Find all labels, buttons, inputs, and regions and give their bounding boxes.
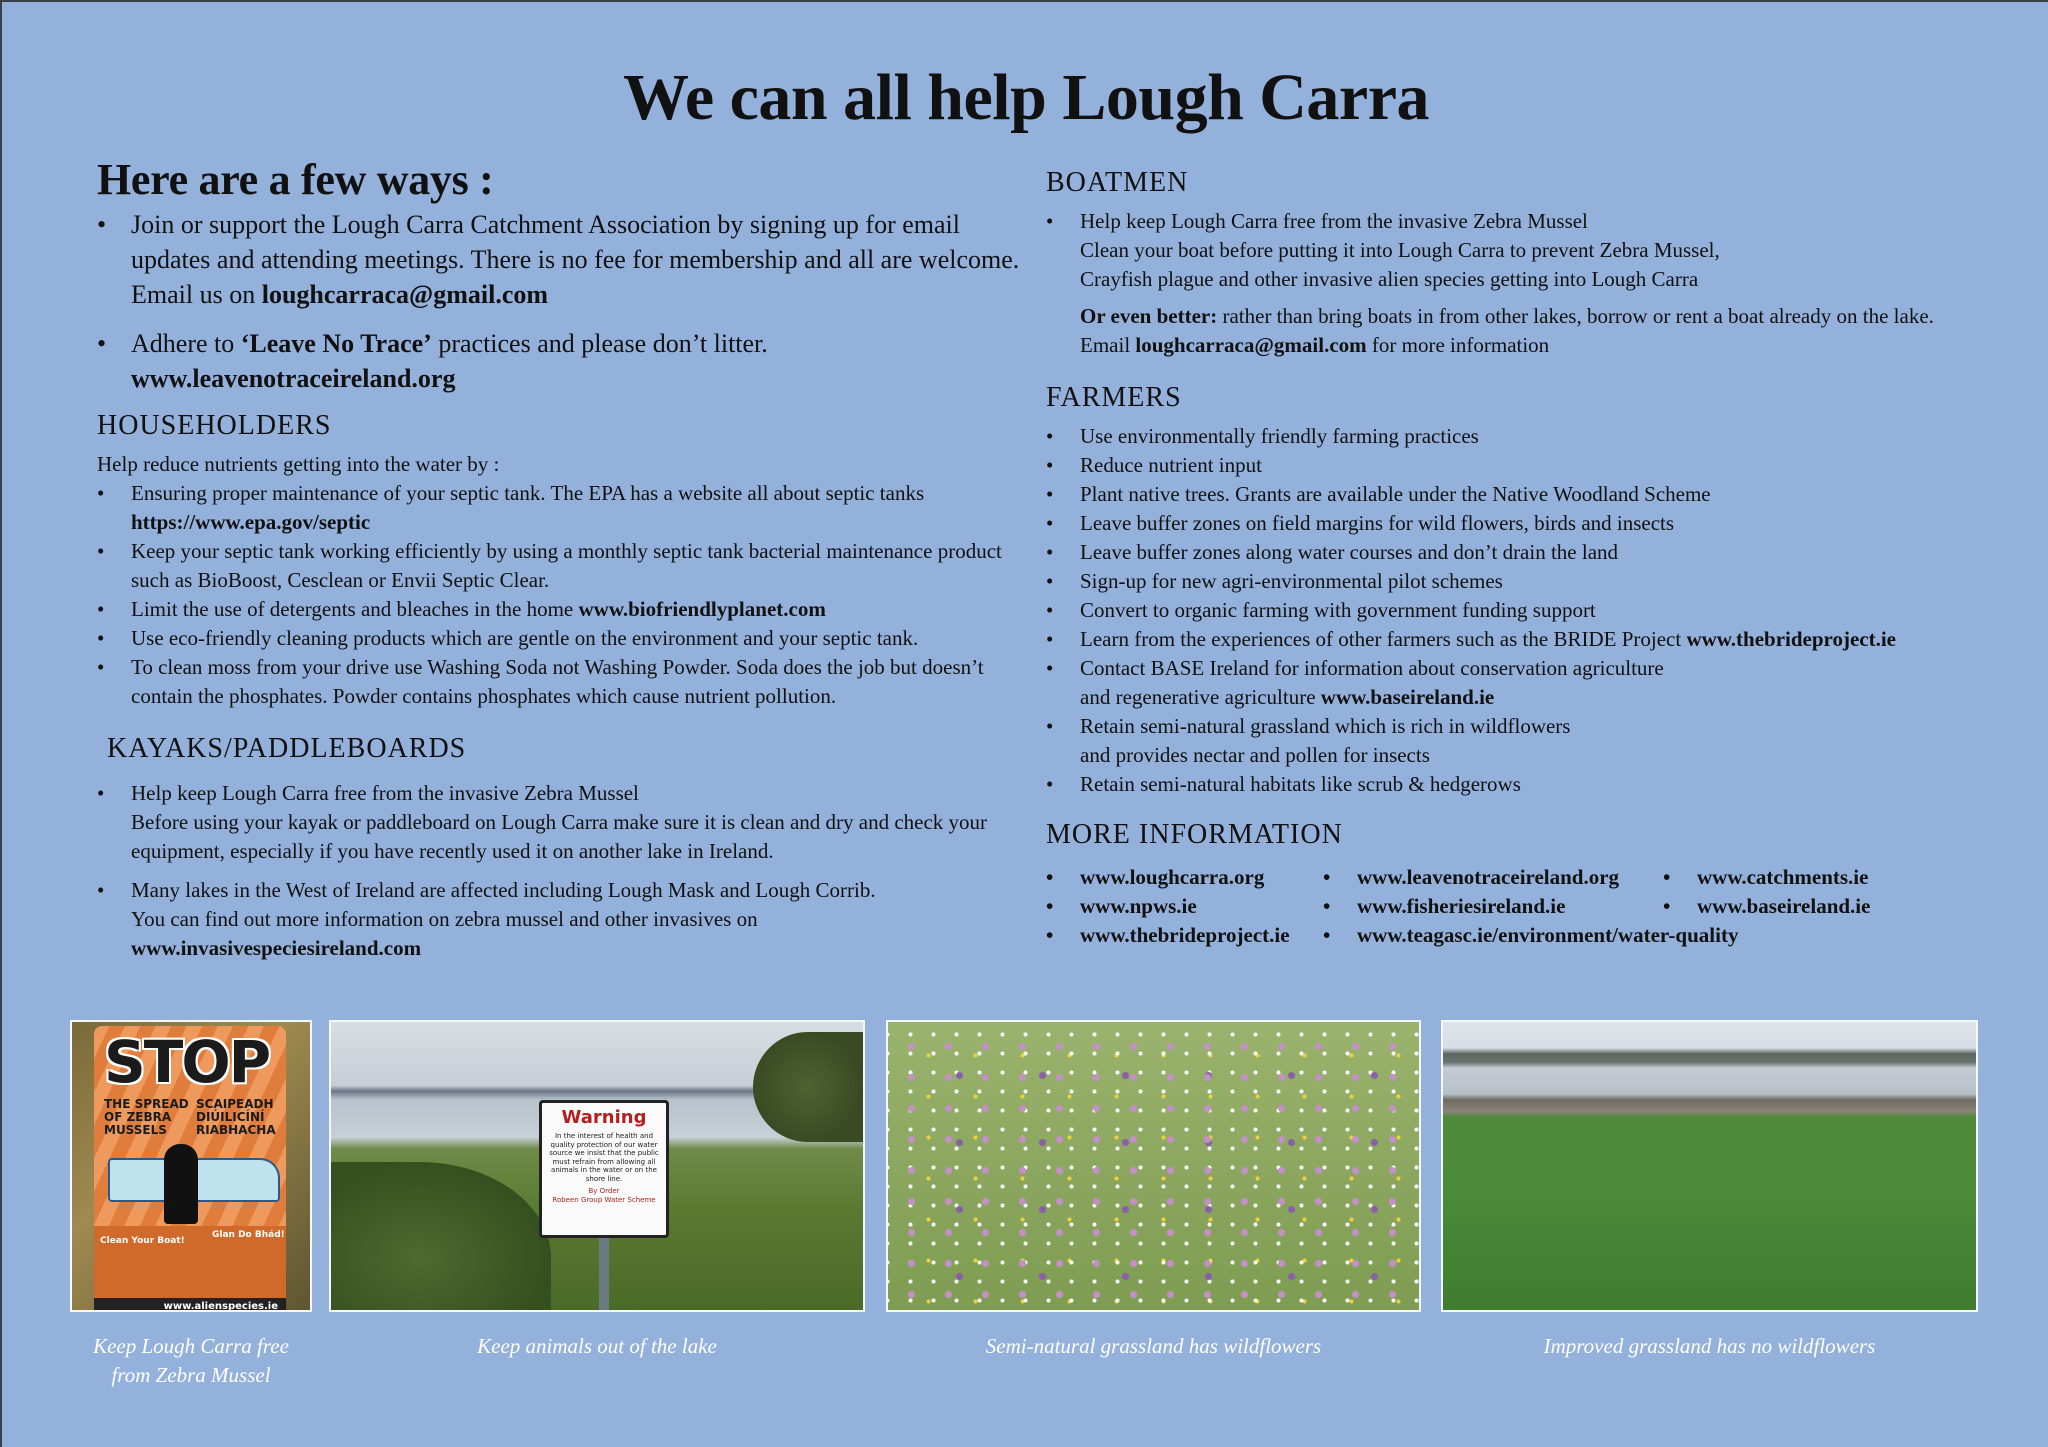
right-column bbox=[1046, 167, 1986, 950]
intro-heading: Here are a few ways : bbox=[97, 155, 494, 204]
warning-sign: Warning In the interest of health and quality protection of our water source we insist that the public must refrain from allowing all animals in the water or on the shore line. By Order Robeen Group Water Scheme bbox=[539, 1100, 669, 1238]
list-item: • Help keep Lough Carra free from the invasive Zebra Mussel Before using your kayak or paddleboard on Lough Carra make sure it is clean and dry and check your equipment, especially if you have recently used it on another lake in Ireland. bbox=[97, 779, 1037, 866]
link-loughcarra[interactable]: • www.loughcarra.org bbox=[1046, 863, 1323, 892]
list-item: • Contact BASE Ireland for information about conservation agriculture and regenerative agriculture www.baseireland.ie bbox=[1046, 654, 1986, 712]
caption-zebra-mussel: Keep Lough Carra free from Zebra Mussel bbox=[93, 1334, 289, 1387]
kayaks-section bbox=[97, 779, 1037, 963]
list-item: • Sign-up for new agri-environmental pilot schemes bbox=[1046, 567, 1986, 596]
photo-keep-animals-out bbox=[329, 1020, 865, 1312]
householders-heading: HOUSEHOLDERS bbox=[97, 410, 332, 441]
list-item: • Retain semi-natural habitats like scrub & hedgerows bbox=[1046, 770, 1986, 799]
list-item: • Limit the use of detergents and bleaches in the home www.biofriendlyplanet.com bbox=[97, 595, 1037, 624]
invasive-species-link[interactable]: www.invasivespeciesireland.com bbox=[131, 936, 422, 960]
intro-item-leave-no-trace: • Adhere to ‘Leave No Trace’ practices and please don’t litter. www.leavenotraceireland.org bbox=[97, 326, 1037, 396]
stop-sign: STOP THE SPREAD OF ZEBRA MUSSELS SCAIPEADH DIÚILICÍNÍ RIABHACHA Clean Your Boat! Glan Do Bhád! www.alienspecies.ie bbox=[94, 1026, 286, 1312]
more-info-links bbox=[1046, 863, 1986, 950]
list-item: • Leave buffer zones along water courses and don’t drain the land bbox=[1046, 538, 1986, 567]
left-column bbox=[97, 154, 1037, 963]
list-item: • Convert to organic farming with government funding support bbox=[1046, 596, 1986, 625]
list-item: • Keep your septic tank working efficiently by using a monthly septic tank bacterial maintenance product such as BioBoost, Cesclean or Envii Septic Clear. bbox=[97, 537, 1037, 595]
leave-no-trace-link[interactable]: www.leavenotraceireland.org bbox=[131, 364, 456, 393]
list-item: • Ensuring proper maintenance of your septic tank. The EPA has a website all about septic tanks https://www.epa.gov/septic bbox=[97, 479, 1037, 537]
photo-wildflower-grassland bbox=[886, 1020, 1421, 1312]
list-item: • Leave buffer zones on field margins for wild flowers, birds and insects bbox=[1046, 509, 1986, 538]
farmers-heading: FARMERS bbox=[1046, 382, 1182, 413]
email-link[interactable]: loughcarraca@gmail.com bbox=[261, 280, 549, 309]
link-fisheries[interactable]: • www.fisheriesireland.ie bbox=[1323, 892, 1663, 921]
householders-lead: Help reduce nutrients getting into the water by : bbox=[97, 452, 500, 476]
list-item: • Plant native trees. Grants are available under the Native Woodland Scheme bbox=[1046, 480, 1986, 509]
biofriendly-link[interactable]: www.biofriendlyplanet.com bbox=[578, 597, 826, 621]
base-ireland-link[interactable]: www.baseireland.ie bbox=[1320, 685, 1495, 709]
link-teagasc[interactable]: • www.teagasc.ie/environment/water-quality bbox=[1323, 921, 1963, 950]
list-item: • Retain semi-natural grassland which is rich in wildflowers and provides nectar and pollen for insects bbox=[1046, 712, 1986, 770]
intro-list bbox=[97, 207, 1037, 396]
intro-item-membership: • Join or support the Lough Carra Catchment Association by signing up for email updates and attending meetings. There is no fee for membership and all are welcome. Email us on loughcarraca@gmail.com bbox=[97, 207, 1037, 312]
bride-project-link[interactable]: www.thebrideproject.ie bbox=[1686, 627, 1897, 651]
list-item: • To clean moss from your drive use Washing Soda not Washing Powder. Soda does the job but doesn’t contain the phosphates. Powder contains phosphates which cause nutrient pollution. bbox=[97, 653, 1037, 711]
boatmen-email: Email loughcarraca@gmail.com for more information bbox=[1080, 333, 1550, 357]
boatmen-better: Or even better: rather than bring boats in from other lakes, borrow or rent a boat already on the lake. bbox=[1080, 304, 1934, 328]
link-catchments[interactable]: • www.catchments.ie bbox=[1663, 863, 1963, 892]
list-item: • Reduce nutrient input bbox=[1046, 451, 1986, 480]
list-item: • Use environmentally friendly farming practices bbox=[1046, 422, 1986, 451]
epa-link[interactable]: https://www.epa.gov/septic bbox=[131, 510, 371, 534]
boatmen-heading: BOATMEN bbox=[1046, 167, 1189, 198]
photo-improved-grassland bbox=[1441, 1020, 1978, 1312]
list-item: • Help keep Lough Carra free from the invasive Zebra Mussel Clean your boat before putting it into Lough Carra to prevent Zebra Mussel, Crayfish plague and other invasive alien species getting into Lough Carra bbox=[1046, 207, 1986, 294]
list-item: • Learn from the experiences of other farmers such as the BRIDE Project www.thebrideproject.ie bbox=[1046, 625, 1986, 654]
caption-keep-animals-out: Keep animals out of the lake bbox=[477, 1334, 717, 1358]
link-brideproject[interactable]: • www.thebrideproject.ie bbox=[1046, 921, 1323, 950]
email-link[interactable]: loughcarraca@gmail.com bbox=[1135, 333, 1367, 357]
boatmen-section bbox=[1046, 207, 1986, 360]
photo-zebra-mussel-sign bbox=[70, 1020, 312, 1312]
more-info-heading: MORE INFORMATION bbox=[1046, 819, 1343, 850]
farmers-section bbox=[1046, 422, 1986, 799]
link-baseireland[interactable]: • www.baseireland.ie bbox=[1663, 892, 1963, 921]
link-npws[interactable]: • www.npws.ie bbox=[1046, 892, 1323, 921]
caption-wildflower-grassland: Semi-natural grassland has wildflowers bbox=[985, 1334, 1322, 1358]
householders-section bbox=[97, 450, 1037, 711]
list-item: • Many lakes in the West of Ireland are affected including Lough Mask and Lough Corrib. You can find out more information on zebra mussel and other invasives on www.invasivespeciesireland.com bbox=[97, 876, 1037, 963]
link-leavenotrace[interactable]: • www.leavenotraceireland.org bbox=[1323, 863, 1663, 892]
kayaks-heading: KAYAKS/PADDLEBOARDS bbox=[107, 733, 467, 764]
person-silhouette bbox=[164, 1144, 198, 1224]
caption-improved-grassland: Improved grassland has no wildflowers bbox=[1543, 1334, 1876, 1358]
list-item: • Use eco-friendly cleaning products which are gentle on the environment and your septic tank. bbox=[97, 624, 1037, 653]
page-title: We can all help Lough Carra bbox=[622, 61, 1430, 134]
